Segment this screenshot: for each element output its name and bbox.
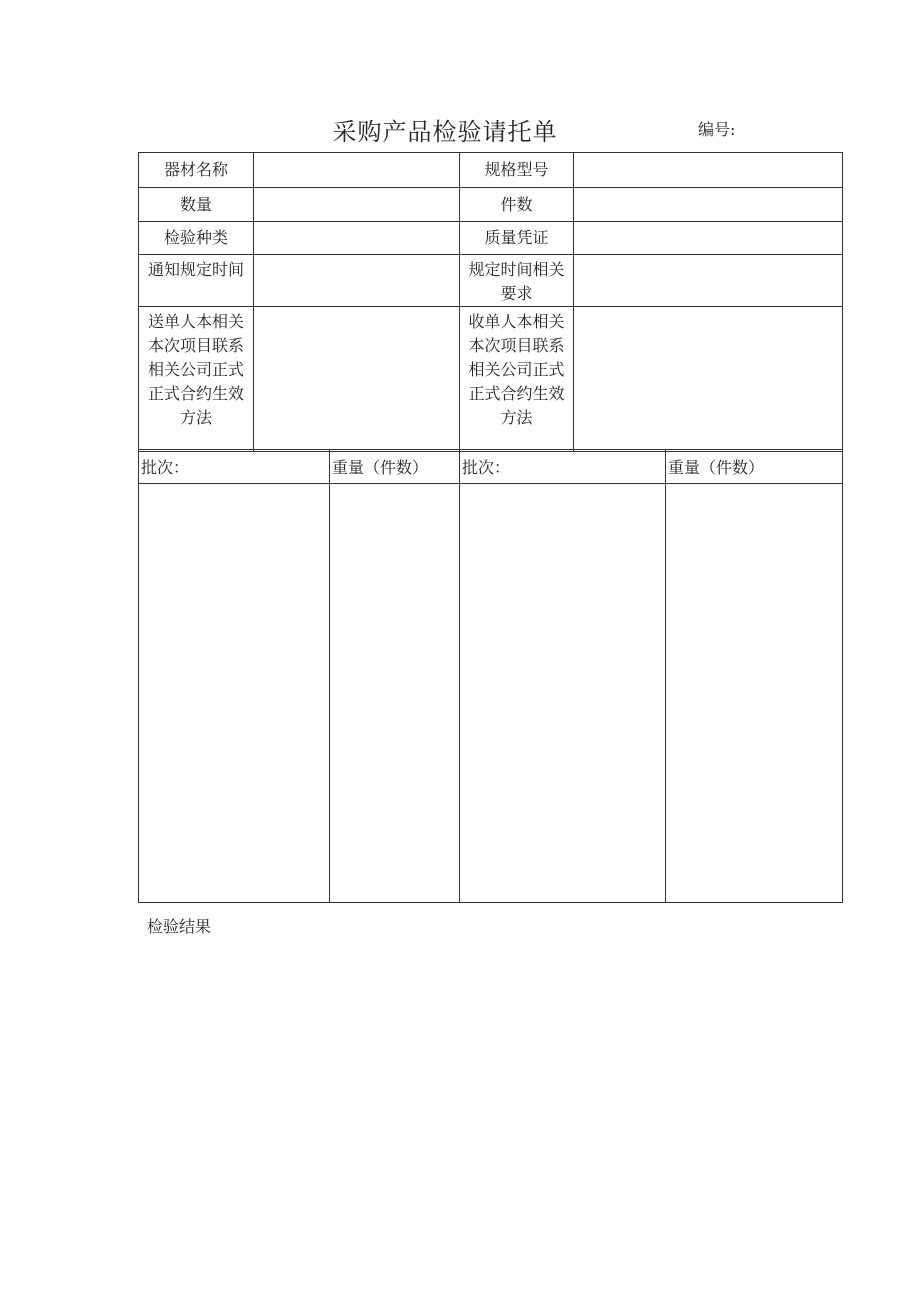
sender-info-line: 送单人本相关 <box>147 312 244 331</box>
receiver-info-field[interactable] <box>574 307 843 452</box>
quality-certificate-label: 质量凭证 <box>460 222 574 255</box>
receiver-info-line: 正式合约生效 <box>468 384 565 403</box>
sender-info-line: 方法 <box>179 408 212 427</box>
sender-info-line: 本次项目联系 <box>147 336 244 355</box>
weight-right-header: 重量（件数） <box>666 450 843 484</box>
receiver-info-line: 收单人本相关 <box>468 312 565 331</box>
quantity-field[interactable] <box>254 188 460 222</box>
notice-time-label: 通知规定时间 <box>139 255 254 307</box>
receiver-info-line: 相关公司正式 <box>468 360 565 379</box>
inspection-type-field[interactable] <box>254 222 460 255</box>
batch-right-cell[interactable] <box>460 484 666 903</box>
sender-info-line: 正式合约生效 <box>147 384 244 403</box>
request-info-table <box>138 152 843 452</box>
weight-left-header: 重量（件数） <box>330 450 460 484</box>
receiver-info-line: 方法 <box>500 408 533 427</box>
spec-model-label: 规格型号 <box>460 153 574 188</box>
equipment-name-label: 器材名称 <box>139 153 254 188</box>
serial-number-label: 编号: <box>698 120 736 139</box>
sender-info-field[interactable] <box>254 307 460 452</box>
receiver-info-label <box>460 307 574 452</box>
batch-left-cell[interactable] <box>139 484 330 903</box>
inspection-type-label: 检验种类 <box>139 222 254 255</box>
receiver-info-line: 本次项目联系 <box>468 336 565 355</box>
time-requirements-label <box>460 255 574 307</box>
spec-model-field[interactable] <box>574 153 843 188</box>
time-requirements-line: 规定时间相关 <box>468 260 565 279</box>
equipment-name-field[interactable] <box>254 153 460 188</box>
weight-left-cell[interactable] <box>330 484 460 903</box>
batch-weight-table <box>138 449 843 903</box>
time-requirements-field[interactable] <box>574 255 843 307</box>
quantity-label: 数量 <box>139 188 254 222</box>
pieces-label: 件数 <box>460 188 574 222</box>
inspection-result-label: 检验结果 <box>147 917 212 936</box>
batch-right-header: 批次： <box>460 450 666 484</box>
sender-info-label <box>139 307 254 452</box>
form-title: 采购产品检验请托单 <box>332 118 558 146</box>
sender-info-line: 相关公司正式 <box>147 360 244 379</box>
quality-certificate-field[interactable] <box>574 222 843 255</box>
weight-right-cell[interactable] <box>666 484 843 903</box>
pieces-field[interactable] <box>574 188 843 222</box>
time-requirements-line: 要求 <box>500 284 533 303</box>
notice-time-field[interactable] <box>254 255 460 307</box>
batch-left-header: 批次： <box>139 450 330 484</box>
